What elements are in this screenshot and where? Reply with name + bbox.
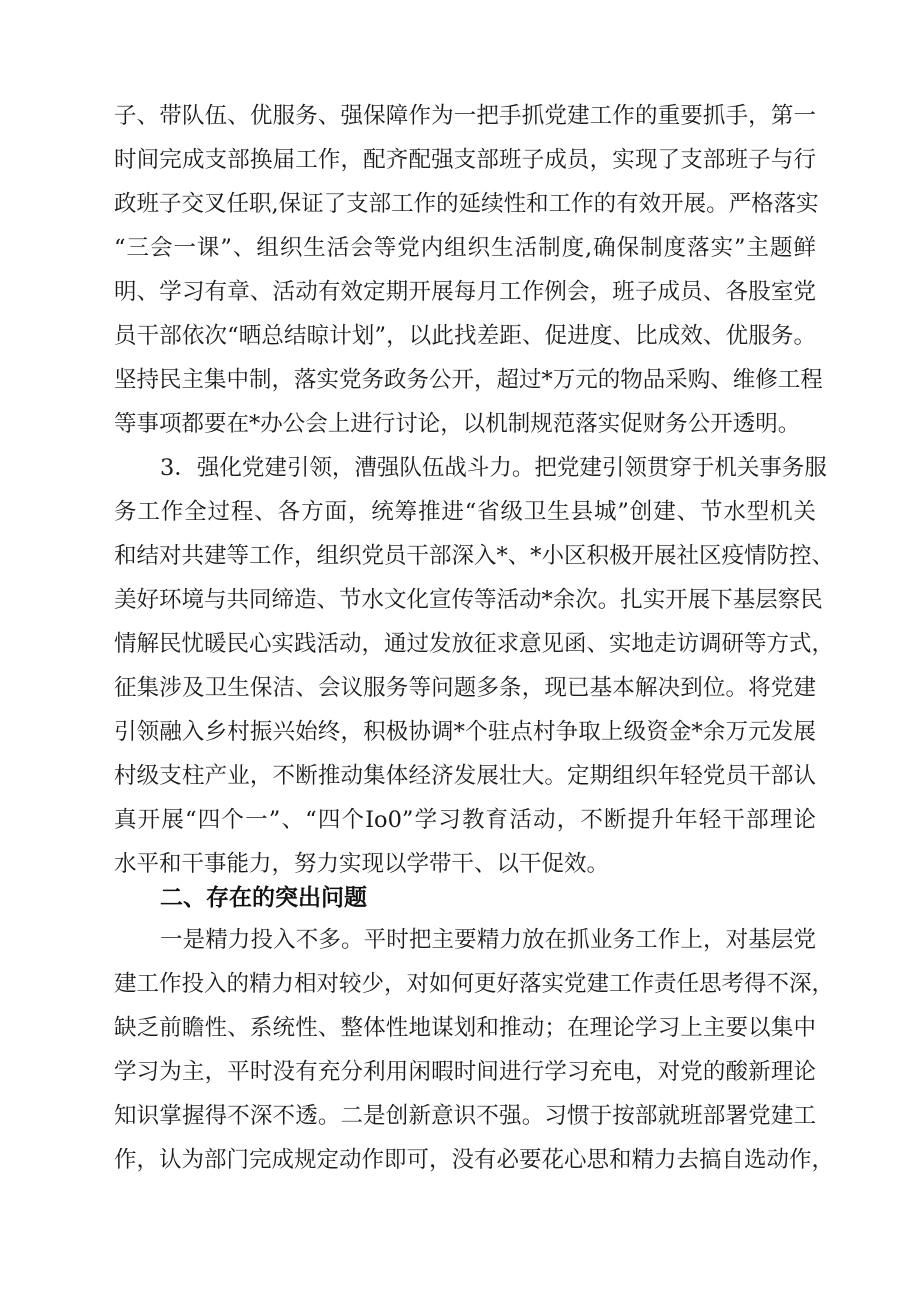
text-line: 等事项都要在*办公会上进行讨论，以机制规范落实促财务公开透明。	[114, 411, 801, 437]
text-line: 真开展“四个一”、“四个Io0”学习教育活动，不断提升年轻干部理论	[114, 807, 816, 833]
text-line: 学习为主，平时没有充分利用闲暇时间进行学习充电，对党的酸新理论	[114, 1059, 816, 1085]
text-line: 美好环境与共同缔造、节水文化宣传等活动*余次。扎实开展下基层察民	[114, 587, 823, 613]
text-line: 征集涉及卫生保洁、会议服务等问题多条，现已基本解决到位。将党建	[114, 675, 816, 701]
text-line: 一是精力投入不多。平时把主要精力放在抓业务工作上，对基层党	[160, 927, 816, 953]
text-line: “三会一课”、组织生活会等党内组织生活制度,确保制度落实”主题鲜	[114, 235, 816, 261]
text-line: 坚持民主集中制，落实党务政务公开，超过*万元的物品采购、维修工程	[114, 367, 823, 393]
text-line: 子、带队伍、优服务、强保障作为一把手抓党建工作的重要抓手，第一	[114, 103, 816, 129]
text-line: 员干部依次“晒总结晾计划”，以此找差距、促进度、比成效、优服务。	[114, 323, 816, 349]
text-line: 明、学习有章、活动有效定期开展每月工作例会，班子成员、各股室党	[114, 279, 816, 305]
text-line: 时间完成支部换届工作，配齐配强支部班子成员，实现了支部班子与行	[114, 147, 816, 173]
text-line: 建工作投入的精力相对较少，对如何更好落实党建工作责任思考得不深，	[114, 971, 835, 997]
text-line: 引领融入乡村振兴始终，积极协调*个驻点村争取上级资金*余万元发展	[114, 719, 816, 745]
text-line: 水平和干事能力，努力实现以学带干、以干促效。	[114, 851, 610, 877]
text-line: 情解民忧暖民心实践活动，通过发放征求意见函、实地走访调研等方式，	[114, 631, 835, 657]
text-line: 作，认为部门完成规定动作即可，没有必要花心思和精力去搞自选动作，	[114, 1147, 835, 1173]
text-line: 缺乏前瞻性、系统性、整体性地谋划和推动；在理论学习上主要以集中	[114, 1015, 816, 1041]
text-line: 政班子交叉任职,保证了支部工作的延续性和工作的有效开展。严格落实	[114, 191, 819, 217]
section-heading: 二、存在的突出问题	[160, 885, 367, 911]
text-line: 和结对共建等工作，组织党员干部深入*、*小区积极开展社区疫情防控、	[114, 543, 835, 569]
text-line: 村级支柱产业，不断推动集体经济发展壮大。定期组织年轻党员干部认	[114, 763, 816, 789]
text-line: 务工作全过程、各方面，统筹推进“省级卫生县城”创建、节水型机关	[114, 499, 816, 525]
text-line: 知识掌握得不深不透。二是创新意识不强。习惯于按部就班部署党建工	[114, 1103, 816, 1129]
text-line: 3．强化党建引领，漕强队伍战斗力。把党建引领贯穿于机关事务服	[160, 455, 827, 481]
